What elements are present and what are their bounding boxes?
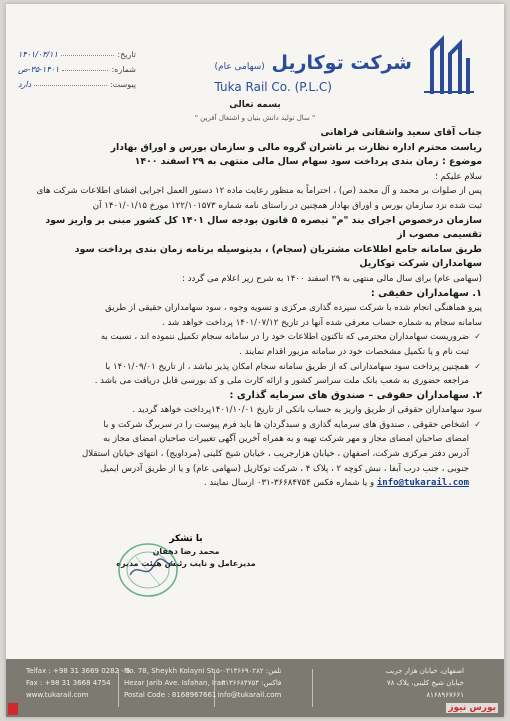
footer-fa-postal: ۸۱۶۸۹۶۷۶۶۱ [426, 691, 464, 699]
number-label: شماره: [111, 65, 136, 74]
intro-line: سازمان درخصوص اجرای بند "م" تبصره ۵ قانون بودجه سال ۱۴۰۱ کل کشور مبنی بر واریز سود تقسیمی مصوب از [45, 214, 482, 241]
letter-page [6, 4, 504, 717]
footer-en-website[interactable]: www.tukarail.com [26, 691, 89, 699]
letter-body [28, 126, 482, 491]
attach-value: دارد [18, 80, 32, 89]
section1-bullet [28, 360, 482, 389]
tukarail-logo-icon [420, 34, 476, 94]
bullet-line: ثبت نام و یا تکمیل مشخصات خود در سامانه مزبور اقدام نمایند . [239, 346, 469, 357]
intro-line: طریق سامانه جامع اطلاعات مشتریان (سجام) ، بدینوسیله برنامه زمان بندی پرداخت سود سهامداران شرکت توکاریل [74, 243, 482, 270]
footer-fa-contact [216, 665, 281, 701]
footer-fa-phone: تلفن: ۰۳۱۳۶۶۹۰۲۸۲-۵ [216, 667, 282, 675]
bismillah: بسمه تعالی [229, 100, 281, 110]
letter-footer [6, 659, 504, 717]
company-name-fa-text: شرکت توکاریل [271, 52, 412, 74]
bullet-line: آدرس دفتر مرکزی شرکت، اصفهان ، خیابان هزارجریب ، خیابان شیخ کلینی (مرداویج) ، انتهای خیابان استقلال [81, 449, 469, 460]
meta-number-row [18, 59, 136, 74]
footer-divider [312, 669, 313, 707]
footer-en-address-line: Hezar Jarib Ave. Isfahan, Iran [124, 679, 226, 687]
section-title-individuals: ۱. سهامداران حقیقی : [370, 287, 482, 299]
intro-line: (سهامی عام) برای سال مالی منتهی به ۲۹ اسفند ۱۴۰۰ به شرح زیر اعلام می گردد : [182, 273, 482, 284]
attach-dots [34, 85, 107, 86]
addressee-title: ریاست محترم اداره نظارت بر ناشران گروه مالی و سازمان بورس و اوراق بهادار [110, 141, 482, 153]
intro-line: پس از صلوات بر محمد و آل محمد (ص) ، احتراماً به منظور رعایت ماده ۱۲ دستور العمل اجرایی افشای اطلاعات شرکت های [36, 186, 482, 197]
date-label: تاریخ: [117, 50, 136, 59]
bullet-line: ✓ همچنین پرداخت سود سهامدارانی که از طریق سامانه سجام امکان پذیر نباشد ، از تاریخ ۱۴۰۱/۰۹/۰۱ با [105, 361, 469, 372]
company-stamp-icon [116, 541, 180, 599]
footer-fa-address-line: خیابان شیخ کلینی، پلاک ۷۸ [386, 679, 464, 687]
company-suffix: (سهامی عام) [214, 62, 265, 72]
footer-en-fax: Fax : +98 31 3668 4754 [26, 679, 111, 687]
footer-fa-fax: فاکس: ۰۳۱۳۶۶۸۴۷۵۴ [217, 679, 282, 687]
footer-en-contact [26, 665, 130, 701]
section1-line: پیرو هماهنگی انجام شده با شرکت سپرده گذاری مرکزی و تسویه وجوه ، سود سهامداران حقیقی از طریق [105, 303, 482, 314]
section1-bullet [28, 330, 482, 359]
footer-en-postal: Postal Code : 8168967661 [124, 691, 217, 699]
footer-fa-address [385, 665, 464, 701]
bullet-line: مراجعه حضوری به شعب بانک ملت سراسر کشور و ارائه کارت ملی و کد بورسی قابل دریافت می باشد . [94, 376, 469, 387]
meta-attach-row [18, 74, 136, 89]
footer-en-address-line: No. 78, Sheykh Kolayni St. [124, 667, 217, 675]
number-value: ۳۵-۱۴۰۱-ص [18, 65, 60, 74]
letter-subject: موضوع : زمان بندی پرداخت سود سهام سال مالی منتهی به ۲۹ اسفند ۱۴۰۰ [134, 156, 482, 168]
bullet-line: ✓ اشخاص حقوقی ، صندوق های سرمایه گذاری و سبدگردان ها باید فرم پیوست را در سربرگ شرکت و با [103, 419, 469, 430]
section1-line: سامانه سجام به شماره حساب معرفی شده آنها در تاریخ ۱۴۰۱/۰۷/۱۲ پرداخت خواهد شد . [162, 317, 482, 328]
intro-line: ثبت شده نزد سازمان بورس و اوراق بهادار همچنین در راستای نامه شماره ۱۲۲/۱۰۱۵۷۳ مورخ ۱۴۰۱/۰۱/۱۵ آن [92, 200, 482, 211]
sign-role: مدیرعامل و نایب رئیس هیئت مدیره [116, 559, 256, 568]
footer-en-telfax: Telfax : +98 31 3669 0282 - 5 [26, 667, 131, 675]
fax-text: و یا شماره فکس ۳۶۶۸۴۷۵۴-۰۳۱ ارسال نمایند . [203, 478, 375, 489]
bullet-line: ✓ ضروریست سهامداران محترمی که تاکنون اطلاعات خود را در سامانه سجام تکمیل ننموده اند ، نسبت به [100, 332, 469, 343]
section2-line: سود سهامداران حقوقی از طریق واریز به حساب بانکی از تاریخ ۱۴۰۱/۱۰/۰۱پرداخت خواهد گردید . [132, 405, 482, 416]
section2-bullet [28, 418, 482, 491]
attach-label: پیوست: [109, 80, 136, 89]
bullet-line: امضای صاحبان امضای مجاز و مهر شرکت تهیه و به همراه آخرین آگهی تغییرات صاحبان امضای مجاز به [103, 434, 469, 445]
sign-name: محمد رضا دهقان [152, 547, 220, 556]
footer-fa-address-line: اصفهان، خیابان هزار جریب [385, 667, 464, 675]
letter-meta [18, 44, 136, 89]
date-dots [61, 55, 115, 56]
sign-thanks: با تشکر [169, 534, 203, 544]
year-slogan: " سال تولید دانش بنیان و اشتغال آفرین " [194, 114, 316, 122]
company-name-en: Tuka Rail Co. (P.L.C) [214, 80, 332, 94]
bullet-line [28, 476, 469, 491]
company-name-block [215, 52, 413, 94]
bookmark-icon [8, 703, 18, 715]
date-value: ۱۴۰۱/۰۳/۱۱ [18, 50, 58, 59]
bullet-line: جنوبی ، جنب درب آبفا ، نبش کوچه ۲ ، پلاک ۴ ، شرکت توکاریل (سهامی عام) و یا از طریق آدرس ایمیل [99, 463, 469, 474]
number-dots [62, 70, 108, 71]
section-title-legal-entities: ۲. سهامداران حقوقی – صندوق های سرمایه گذاری : [229, 389, 482, 401]
meta-date-row [18, 44, 136, 59]
company-name-fa [215, 52, 413, 74]
footer-fa-email: info@tukarail.com [217, 691, 282, 699]
greeting: سلام علیکم ؛ [435, 171, 482, 182]
watermark-badge: بورس نیوز [448, 703, 496, 713]
footer-en-address [124, 665, 226, 701]
addressee-name: جناب آقای سعید واشقانی فراهانی [320, 127, 482, 138]
email-link[interactable]: info@tukarail.com [376, 478, 469, 489]
